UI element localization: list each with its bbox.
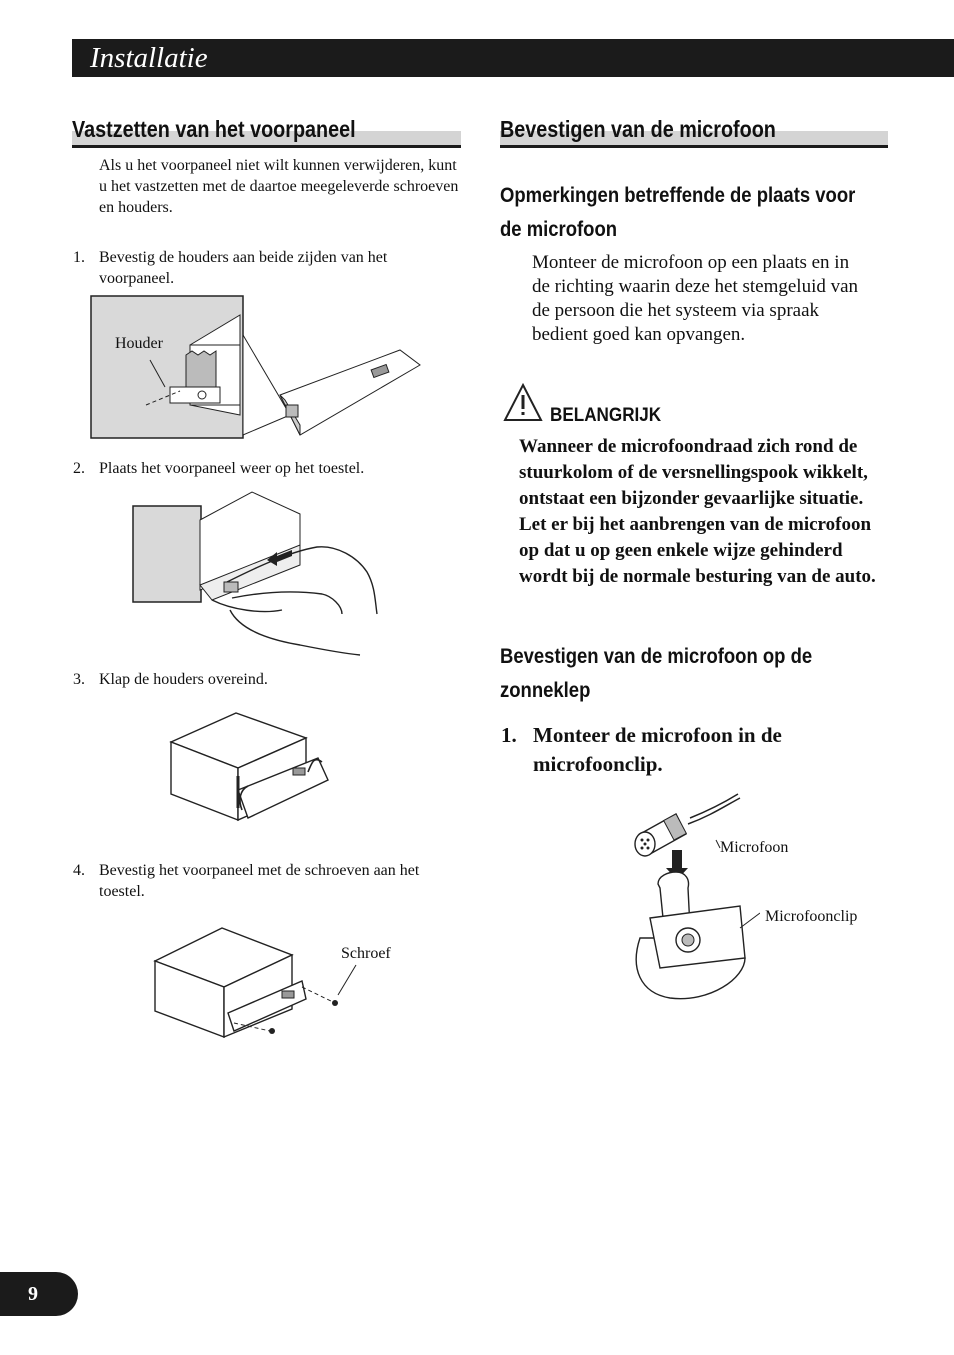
step-number: 1. [501,723,517,747]
label-schroef: Schroef [341,945,391,962]
step-number: 2. [73,460,85,477]
figure-bracket-attach [90,295,430,440]
label-microfoon: Microfoon [720,839,789,856]
important-label: BELANGRIJK [550,405,662,426]
page-header-bar [72,39,954,77]
figure-microphone-clip [620,788,760,1013]
step-text: Bevestig het voorpaneel met de schroeven aan het toestel. [99,862,420,900]
subheading-zonneklep: Bevestigen van de microfoon op de zonneklep [500,645,813,702]
figure-screws [152,925,357,1040]
step-text: Klap de houders overeind. [99,671,268,688]
step-number: 3. [73,671,85,688]
warning-triangle-icon [503,382,543,422]
step-text: Plaats het voorpaneel weer op het toestel. [99,460,365,477]
figure-fold-brackets [168,710,333,828]
page-title: Installatie [90,42,208,74]
plaats-paragraph: Monteer de microfoon op een plaats en in de richting waarin deze het stemgeluid van de persoon die het systeem via spraak bedient goed kan opvangen. [532,252,859,345]
important-text: Wanneer de microfoondraad zich rond de stuurkolom of de versnellingspook wikkelt, ontstaat een bijzonder gevaarlijke situatie. Let er bij het aanbrengen van de microfoon op dat u op geen enkele wijze gehinderd wordt bij de normale besturing van de auto. [519,436,876,587]
section-heading-microfoon: Bevestigen van de microfoon [500,116,776,142]
step-number: 1. [73,249,85,266]
label-microfoonclip: Microfoonclip [765,908,858,925]
intro-paragraph: Als u het voorpaneel niet wilt kunnen verwijderen, kunt u het vastzetten met de daartoe meegeleverde schroeven en houders. [99,157,459,216]
step-text: Bevestig de houders aan beide zijden van het voorpaneel. [99,249,388,287]
subheading-plaats: Opmerkingen betreffende de plaats voor de microfoon [500,184,856,241]
step-text: Monteer de microfoon in de microfoonclip. [533,723,782,776]
page-number: 9 [28,1283,38,1305]
figure-panel-reinsert [132,490,384,660]
section-heading-voorpaneel: Vastzetten van het voorpaneel [72,116,356,142]
step-number: 4. [73,862,85,879]
label-houder: Houder [115,335,163,352]
page-number-tab [0,1272,78,1316]
